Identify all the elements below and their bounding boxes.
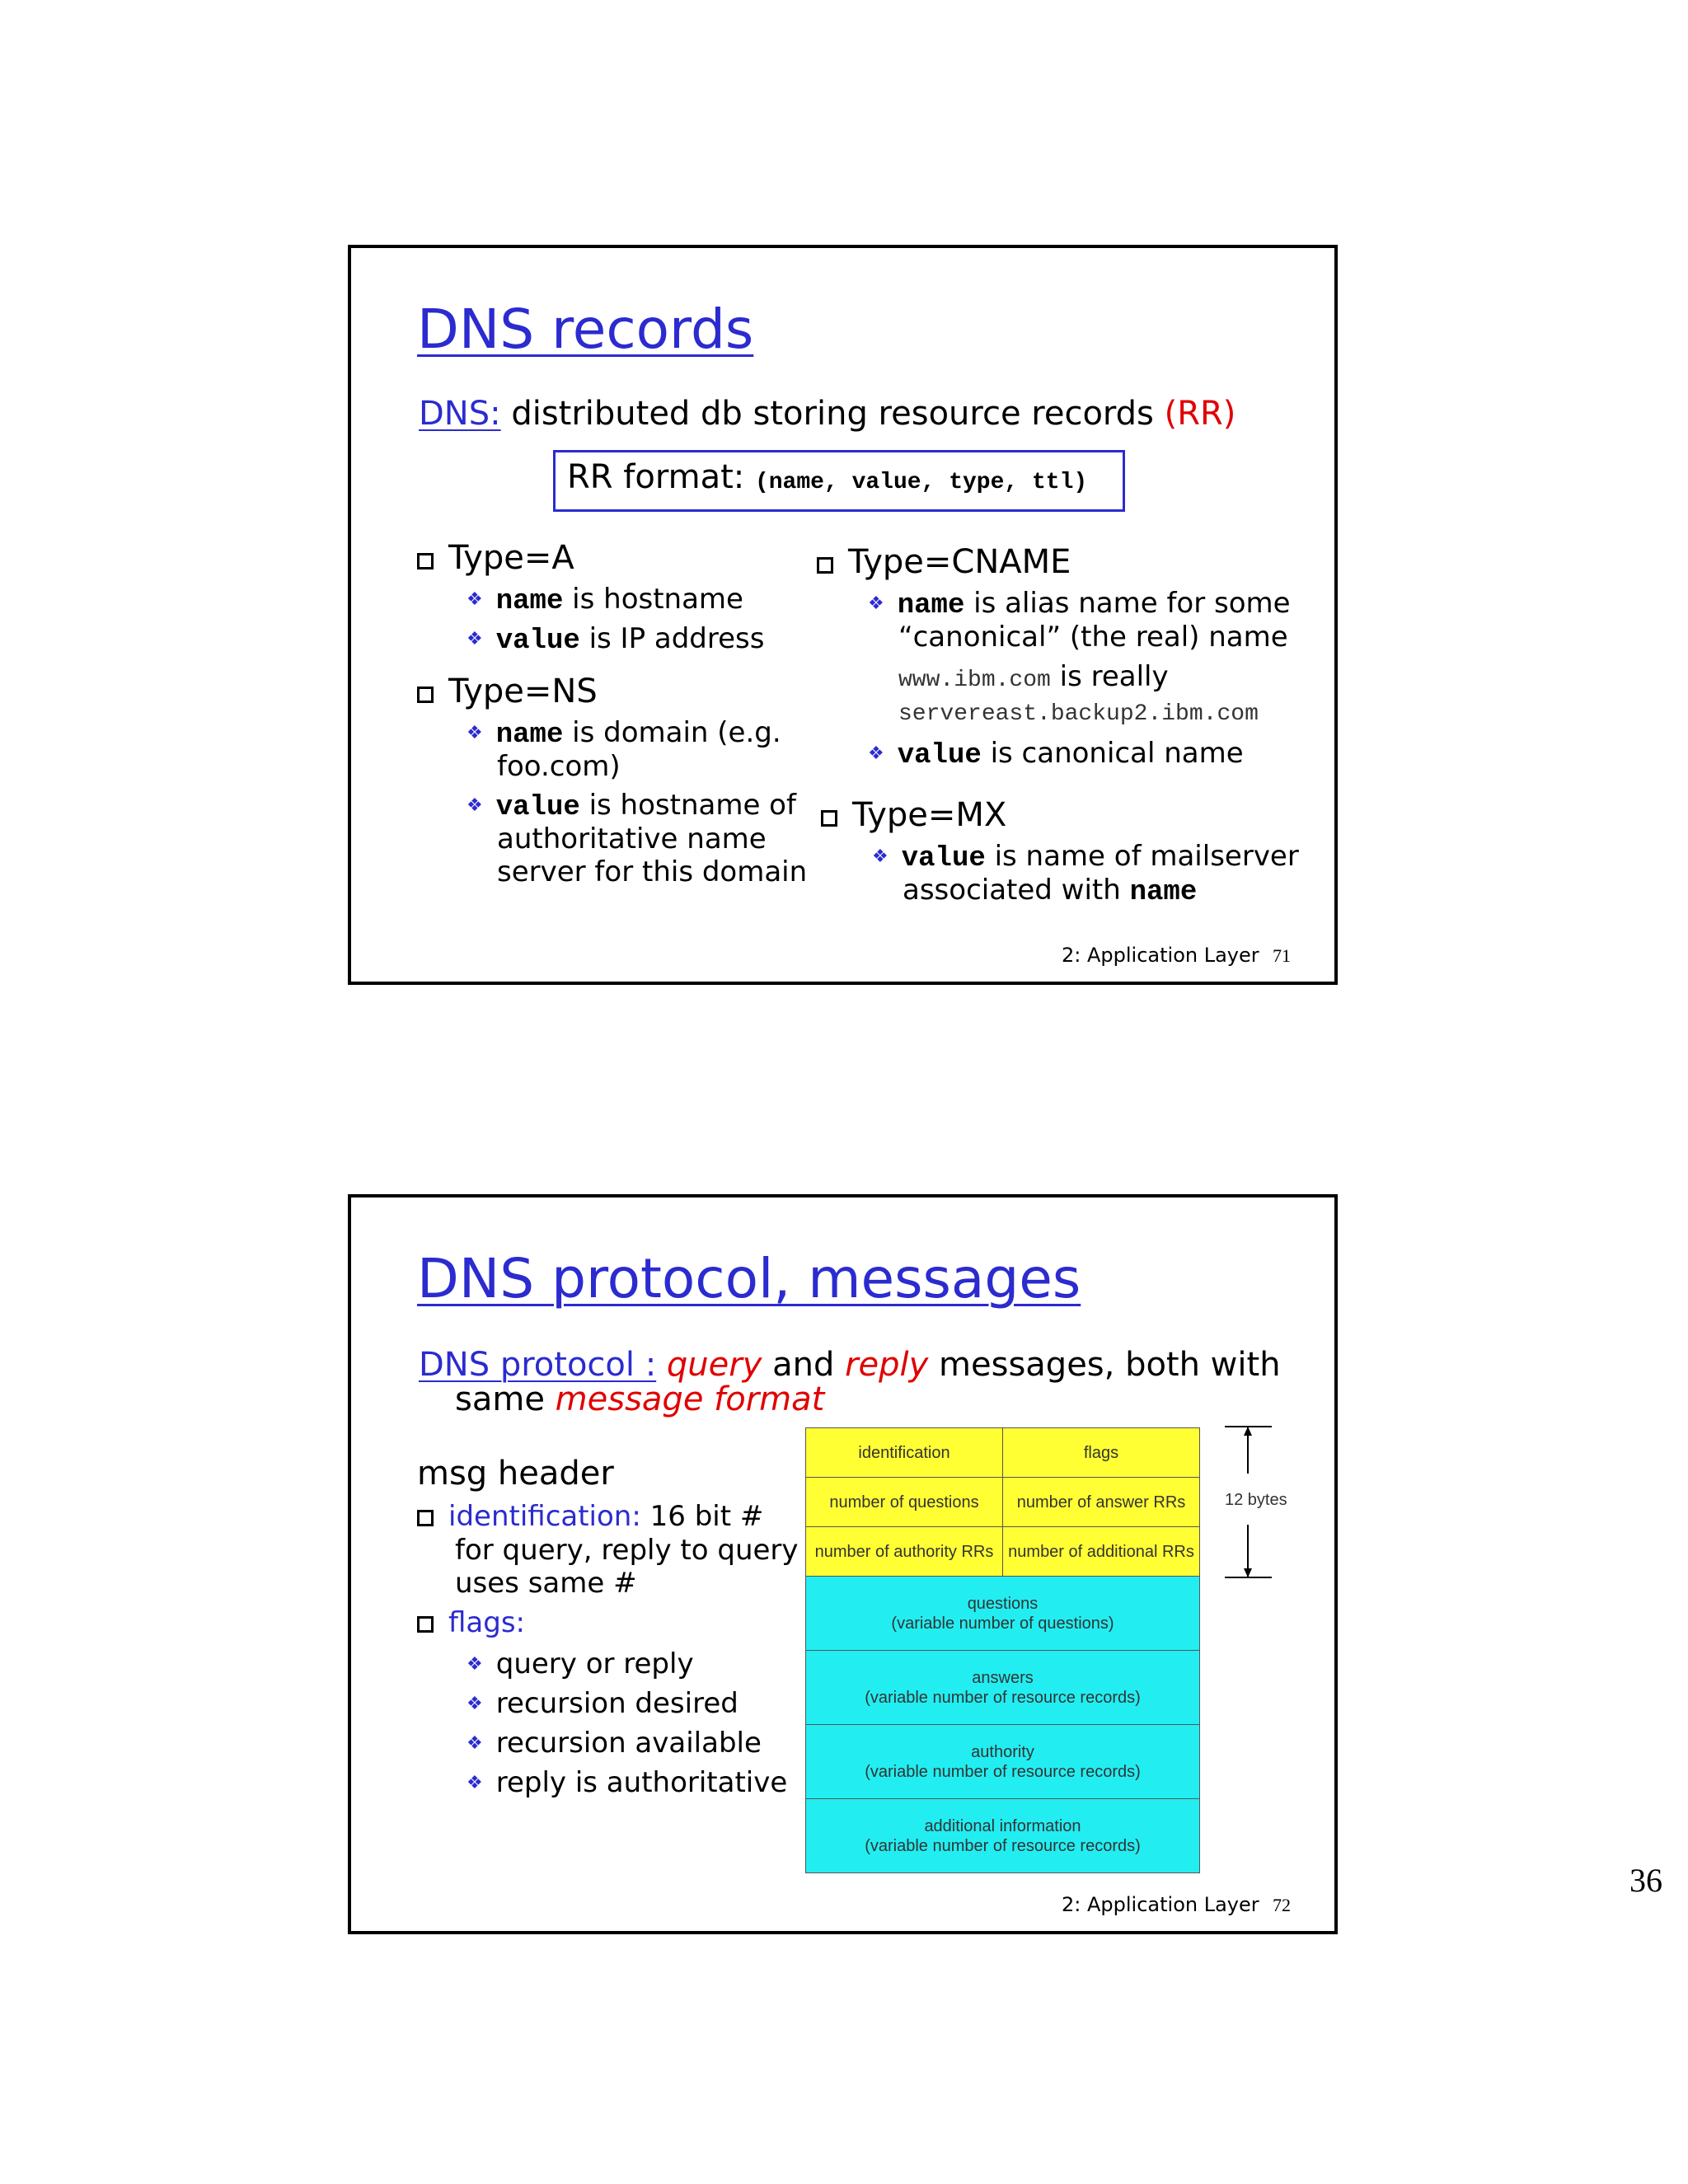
slide-footer-label: 2: Application Layer bbox=[1062, 944, 1259, 967]
slide-dns-records bbox=[348, 245, 1338, 985]
diagram-cell-flags: flags bbox=[1002, 1427, 1200, 1478]
diagram-section-additional: additional information (variable number of resource records) bbox=[805, 1798, 1200, 1873]
type-ns-bullet-2: ❖ value is hostname of bbox=[467, 789, 796, 823]
type-a-bullet-2: ❖ value is IP address bbox=[467, 622, 765, 657]
diamond-bullet-icon: ❖ bbox=[467, 1694, 483, 1714]
diamond-bullet-icon: ❖ bbox=[467, 723, 483, 743]
type-ns-bullet-1: ❖ name is domain (e.g. bbox=[467, 716, 781, 751]
type-cname-bullet-2: ❖ value is canonical name bbox=[868, 737, 1244, 771]
slide-footer-label: 2: Application Layer bbox=[1062, 1893, 1259, 1916]
diagram-cell-num-authority-rrs: number of authority RRs bbox=[805, 1526, 1003, 1577]
diagram-section-authority: authority (variable number of resource records) bbox=[805, 1724, 1200, 1799]
diamond-bullet-icon: ❖ bbox=[467, 589, 483, 610]
diamond-bullet-icon: ❖ bbox=[872, 846, 889, 867]
type-cname-example-real: servereast.backup2.ibm.com bbox=[898, 701, 1259, 727]
type-mx-bullet-1-cont: associated with name bbox=[903, 874, 1198, 908]
type-cname-bullet-1: ❖ name is alias name for some bbox=[868, 587, 1291, 621]
diamond-bullet-icon: ❖ bbox=[467, 1654, 483, 1675]
type-a-heading: Type=A bbox=[417, 539, 574, 577]
checkbox-bullet-icon bbox=[817, 557, 833, 574]
type-ns-bullet-2-cont: server for this domain bbox=[497, 855, 808, 888]
diagram-cell-num-answer-rrs: number of answer RRs bbox=[1002, 1477, 1200, 1527]
intro-text: distributed db storing resource records bbox=[511, 395, 1154, 433]
diamond-bullet-icon: ❖ bbox=[868, 743, 884, 764]
flags-item: ❖ query or reply bbox=[467, 1647, 694, 1680]
page-number: 36 bbox=[1629, 1862, 1662, 1899]
checkbox-bullet-icon bbox=[417, 687, 434, 703]
checkbox-bullet-icon bbox=[821, 810, 837, 827]
diagram-cell-num-questions: number of questions bbox=[805, 1477, 1003, 1527]
intro-rr: (RR) bbox=[1164, 395, 1236, 433]
diamond-bullet-icon: ❖ bbox=[467, 1773, 483, 1793]
rr-format-box bbox=[553, 450, 1125, 512]
flags-item: ❖ reply is authoritative bbox=[467, 1766, 788, 1799]
slide-title: DNS protocol, messages bbox=[417, 1247, 1081, 1310]
checkbox-bullet-icon bbox=[417, 1510, 434, 1526]
slide-intro-cont: same message format bbox=[455, 1380, 825, 1418]
type-ns-heading: Type=NS bbox=[417, 673, 598, 710]
slide-dns-protocol bbox=[348, 1194, 1338, 1934]
diamond-bullet-icon: ❖ bbox=[467, 1733, 483, 1754]
type-ns-bullet-1-cont: foo.com) bbox=[497, 750, 621, 783]
slide-intro: DNS protocol : query and reply messages, both with bbox=[419, 1346, 1281, 1384]
slide-number: 71 bbox=[1273, 945, 1291, 966]
ident-bullet: identification: 16 bit # bbox=[417, 1500, 763, 1533]
type-cname-example: www.ibm.com is really bbox=[898, 660, 1169, 693]
flags-bullet: flags: bbox=[417, 1606, 525, 1639]
intro-label: DNS: bbox=[419, 395, 501, 433]
rr-format-label: RR format: bbox=[567, 458, 745, 496]
type-mx-bullet-1: ❖ value is name of mailserver bbox=[872, 840, 1299, 874]
checkbox-bullet-icon bbox=[417, 553, 434, 569]
checkbox-bullet-icon bbox=[417, 1616, 434, 1633]
diamond-bullet-icon: ❖ bbox=[868, 593, 884, 614]
type-cname-bullet-1-cont: “canonical” (the real) name bbox=[898, 621, 1288, 654]
diagram-cell-num-additional-rrs: number of additional RRs bbox=[1002, 1526, 1200, 1577]
ident-bullet-cont: for query, reply to query bbox=[455, 1534, 799, 1567]
ident-bullet-cont: uses same # bbox=[455, 1567, 637, 1600]
type-mx-heading: Type=MX bbox=[821, 796, 1006, 834]
diagram-cell-identification: identification bbox=[805, 1427, 1003, 1478]
diagram-section-answers: answers (variable number of resource records) bbox=[805, 1650, 1200, 1725]
slide-intro bbox=[419, 395, 1236, 433]
slide-title: DNS records bbox=[417, 298, 754, 361]
flags-item: ❖ recursion desired bbox=[467, 1687, 738, 1720]
diamond-bullet-icon: ❖ bbox=[467, 795, 483, 816]
diagram-section-questions: questions (variable number of questions) bbox=[805, 1576, 1200, 1651]
slide-number: 72 bbox=[1273, 1895, 1291, 1915]
diamond-bullet-icon: ❖ bbox=[467, 629, 483, 649]
type-ns-bullet-2-cont: authoritative name bbox=[497, 823, 767, 855]
type-cname-heading: Type=CNAME bbox=[817, 543, 1071, 581]
msg-header-heading: msg header bbox=[417, 1455, 614, 1493]
rr-format-value: (name, value, type, ttl) bbox=[754, 470, 1088, 495]
flags-item: ❖ recursion available bbox=[467, 1727, 762, 1760]
size-label: 12 bytes bbox=[1225, 1491, 1287, 1509]
type-a-bullet-1: ❖ name is hostname bbox=[467, 583, 743, 617]
